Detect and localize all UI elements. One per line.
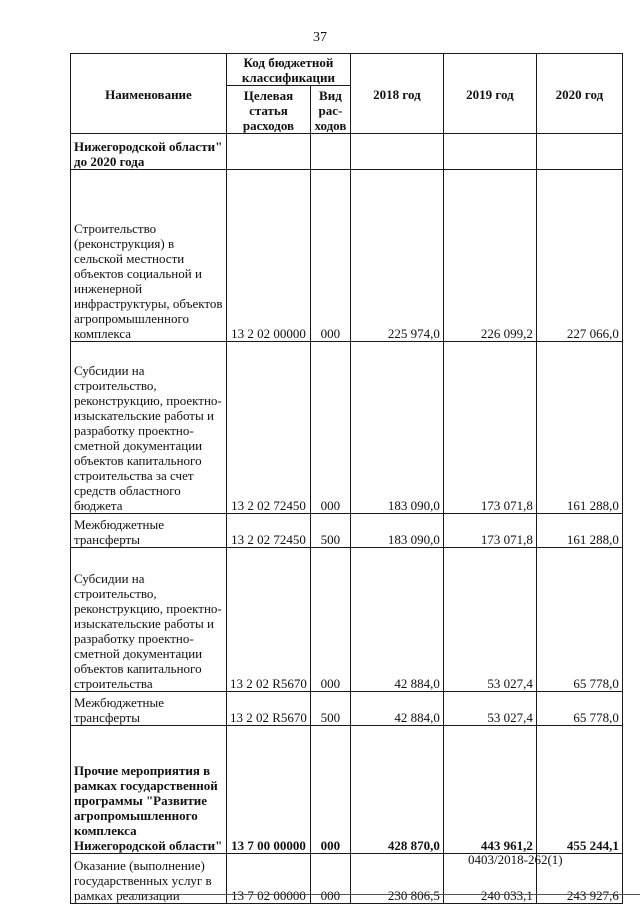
table-row [71,514,623,548]
row-value-2018: 183 090,0 [350,342,443,514]
row-value-2020: 65 778,0 [536,548,622,692]
row-target-article [227,134,311,170]
row-value-2018: 225 974,0 [350,170,443,342]
row-value-2019: 53 027,4 [443,692,536,726]
header-expense-type: Вид рас-ходов [310,86,350,134]
row-value-2018 [350,134,443,170]
row-expense-type: 000 [310,170,350,342]
row-target-article: 13 2 02 00000 [227,170,311,342]
header-2019: 2019 год [443,54,536,134]
row-expense-type: 000 [310,854,350,904]
row-expense-type: 000 [310,726,350,854]
table-row [71,692,623,726]
row-expense-type: 500 [310,514,350,548]
row-name: Межбюджетные трансферты [71,692,227,726]
row-value-2020: 161 288,0 [536,514,622,548]
header-code-group: Код бюджетной классификации [227,54,351,86]
row-value-2018: 428 870,0 [350,726,443,854]
table-row [71,170,623,342]
row-value-2020: 455 244,1 [536,726,622,854]
row-value-2018: 230 806,5 [350,854,443,904]
row-name: Нижегородской области" до 2020 года [71,134,227,170]
budget-table [70,53,623,904]
row-name: Оказание (выполнение) государственных услуг в рамках реализации [71,854,227,904]
row-value-2020: 65 778,0 [536,692,622,726]
header-2018: 2018 год [350,54,443,134]
row-value-2020: 243 927,6 [536,854,622,904]
row-value-2019: 53 027,4 [443,548,536,692]
document-code: 0403/2018-262(1) [468,852,563,867]
row-value-2019: 173 071,8 [443,514,536,548]
table-row [71,342,623,514]
header-2020: 2020 год [536,54,622,134]
row-value-2020: 161 288,0 [536,342,622,514]
row-target-article: 13 7 00 00000 [227,726,311,854]
row-name: Межбюджетные трансферты [71,514,227,548]
row-expense-type [310,134,350,170]
row-value-2018: 42 884,0 [350,548,443,692]
row-name: Субсидии на строительство, реконструкцию, проектно-изыскательские работы и разработку проектно-сметной документации объектов капитального строительства [71,548,227,692]
row-value-2018: 42 884,0 [350,692,443,726]
row-value-2019: 443 961,2 [443,726,536,854]
page-number: 37 [313,30,327,45]
row-value-2018: 183 090,0 [350,514,443,548]
row-expense-type: 000 [310,548,350,692]
table-row [71,548,623,692]
row-expense-type: 500 [310,692,350,726]
row-value-2019 [443,134,536,170]
row-value-2019: 240 033,1 [443,854,536,904]
row-target-article: 13 2 02 R5670 [227,692,311,726]
row-name: Прочие мероприятия в рамках государственной программы "Развитие агропромышленного комплекса Нижегородской области" [71,726,227,854]
row-expense-type: 000 [310,342,350,514]
header-target-article: Целевая статья расходов [227,86,311,134]
row-value-2020 [536,134,622,170]
header-name: Наименование [71,54,227,134]
row-target-article: 13 7 02 00000 [227,854,311,904]
row-value-2019: 226 099,2 [443,170,536,342]
header-row-top [71,54,623,86]
table-row [71,726,623,854]
row-target-article: 13 2 02 R5670 [227,548,311,692]
row-value-2020: 227 066,0 [536,170,622,342]
row-value-2019: 173 071,8 [443,342,536,514]
bottom-divider [120,894,640,895]
row-name: Строительство (реконструкция) в сельской местности объектов социальной и инженерной инфраструктуры, объектов агропромышленного комплекса [71,170,227,342]
row-name: Субсидии на строительство, реконструкцию, проектно-изыскательские работы и разработку проектно-сметной документации объектов капитального строительства за счет средств областного бюджета [71,342,227,514]
row-target-article: 13 2 02 72450 [227,514,311,548]
table-row [71,134,623,170]
row-target-article: 13 2 02 72450 [227,342,311,514]
